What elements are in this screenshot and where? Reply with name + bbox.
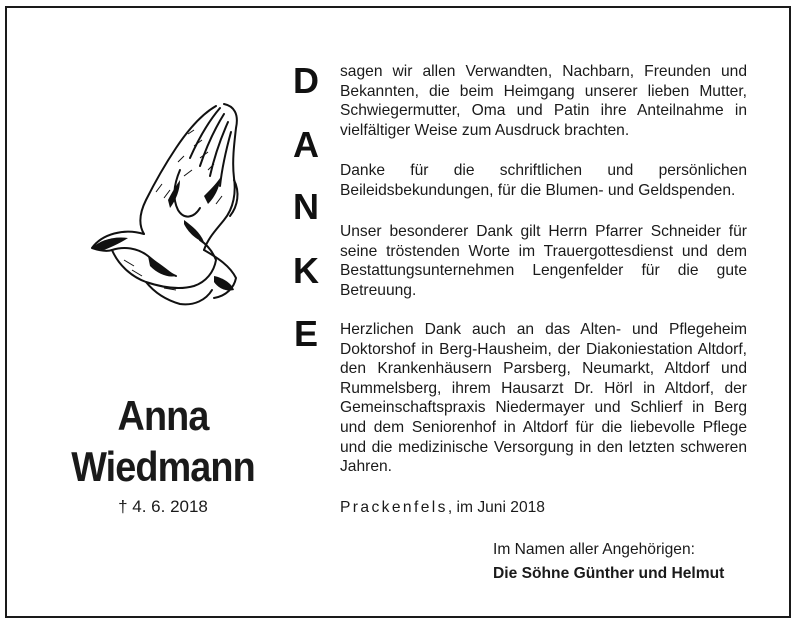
place-month: , im Juni 2018 [447,499,545,516]
praying-hands-icon [84,100,254,310]
paragraph-care: Herzlichen Dank auch an das Alten- und Pflegeheim Doktorshof in Berg-Hausheim, der Diakoniestation Altdorf, den Krankenhäusern Parsberg, Neumarkt, Altdorf und Rummelsberg, ihrem Hausarzt Dr. Hörl in Altdorf, der Gemeinschaftspraxis Niedermayer und Schlierf in Berg und dem Seniorenhof in Altdorf für die liebevolle Pflege und die medizinische Versorgung in den letzten schweren Jahren. [340,321,747,476]
deceased-first-name: Anna [117,392,209,439]
paragraph-thanks-intro: sagen wir allen Verwandten, Nachbarn, Freunden und Bekannten, die beim Heimgang unserer lieben Mutter, Schwiegermutter, Oma und Patin ihre Anteilnahme in vielfältiger Weise zum Ausdruck brachten. [340,63,747,139]
danke-letter: A [293,124,319,165]
danke-letter: D [293,60,319,101]
signature-intro: Im Namen aller Angehörigen: [493,541,695,558]
paragraph-condolences: Danke für die schriftlichen und persönlichen Beileidsbekundungen, für die Blumen- und Geldspenden. [340,162,747,199]
deceased-last-name: Wiedmann [71,443,255,490]
place-town: Prackenfels [340,499,448,516]
paragraph-pastor: Unser besonderer Dank gilt Herrn Pfarrer Schneider für seine tröstenden Worte im Trauergottesdienst und dem Bestattungsunternehmen Lengenfelder für die gute Betreuung. [340,223,747,299]
danke-letter: K [293,250,319,291]
place-date [340,499,545,517]
danke-letter: E [293,313,318,354]
signature-names: Die Söhne Günther und Helmut [493,565,725,582]
danke-letter: N [293,186,319,227]
death-date: † 4. 6. 2018 [118,497,208,516]
